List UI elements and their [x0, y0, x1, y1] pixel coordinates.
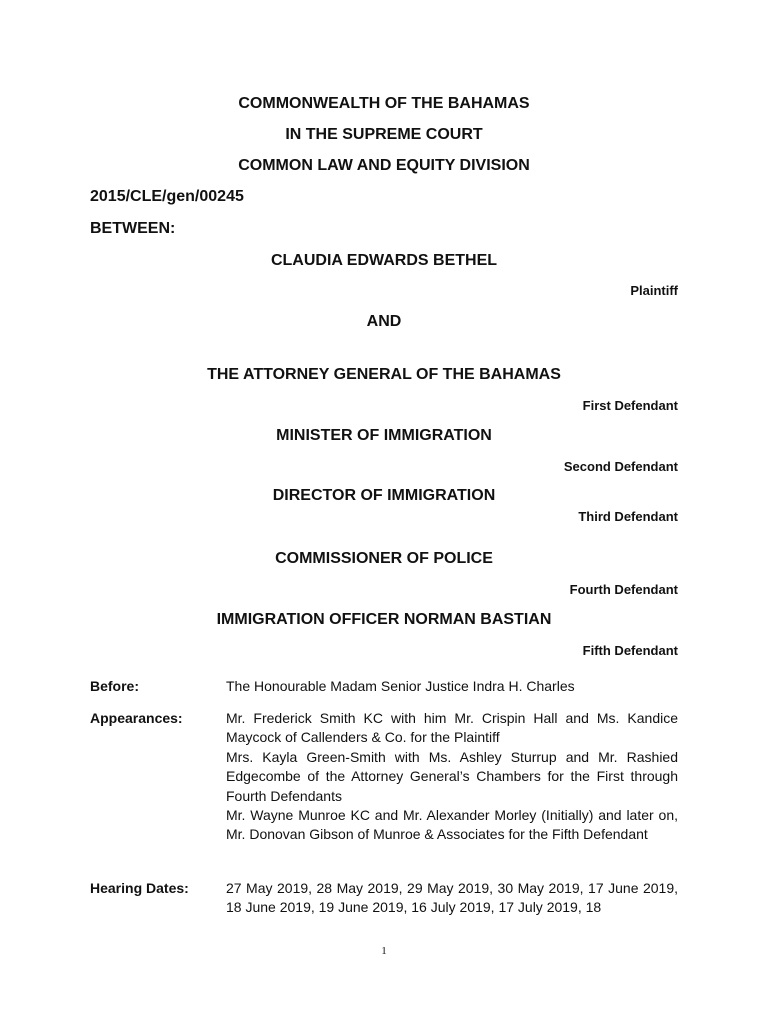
plaintiff-role: Plaintiff	[630, 283, 678, 298]
plaintiff-name: CLAUDIA EDWARDS BETHEL	[270, 252, 498, 269]
page-number: 1	[381, 945, 387, 957]
defendant-role: Fifth Defendant	[582, 643, 678, 658]
appearances-label: Appearances:	[90, 710, 183, 726]
appearance-entry: Mr. Wayne Munroe KC and Mr. Alexander Morley (Initially) and later on, Mr. Donovan Gibson of Munroe & Associates for the Fifth Defendant	[226, 807, 678, 843]
between-label: BETWEEN:	[90, 220, 176, 237]
court-heading: IN THE SUPREME COURT	[285, 126, 483, 143]
before-value	[226, 677, 678, 696]
appearances-list	[226, 709, 678, 845]
defendant-role: Fourth Defendant	[569, 582, 678, 597]
case-number: 2015/CLE/gen/00245	[90, 188, 244, 205]
appearance-entry: Mr. Frederick Smith KC with him Mr. Crispin Hall and Ms. Kandice Maycock of Callenders & Co. for the Plaintiff	[226, 710, 678, 746]
defendant-role: First Defendant	[582, 398, 678, 413]
defendant-name: THE ATTORNEY GENERAL OF THE BAHAMAS	[207, 366, 561, 383]
jurisdiction-heading: COMMONWEALTH OF THE BAHAMAS	[238, 95, 530, 112]
defendant-name: IMMIGRATION OFFICER NORMAN BASTIAN	[216, 611, 552, 628]
division-heading: COMMON LAW AND EQUITY DIVISION	[238, 157, 530, 174]
judge-name: The Honourable Madam Senior Justice Indra H. Charles	[226, 678, 575, 694]
defendant-name: COMMISSIONER OF POLICE	[275, 550, 493, 567]
and-separator: AND	[366, 313, 402, 330]
hearing-dates-text: 27 May 2019, 28 May 2019, 29 May 2019, 30 May 2019, 17 June 2019, 18 June 2019, 19 June 2019, 16 July 2019, 17 July 2019, 18	[226, 880, 678, 916]
defendant-role: Third Defendant	[578, 509, 678, 524]
before-label: Before:	[90, 678, 140, 694]
defendant-name: MINISTER OF IMMIGRATION	[276, 427, 492, 444]
defendant-name: DIRECTOR OF IMMIGRATION	[272, 487, 496, 504]
hearing-dates-value	[226, 879, 678, 918]
defendant-role: Second Defendant	[563, 459, 678, 474]
appearance-entry: Mrs. Kayla Green-Smith with Ms. Ashley Sturrup and Mr. Rashied Edgecombe of the Attorney General’s Chambers for the First through Fourth Defendants	[226, 748, 678, 804]
hearing-dates-label: Hearing Dates:	[90, 880, 189, 896]
